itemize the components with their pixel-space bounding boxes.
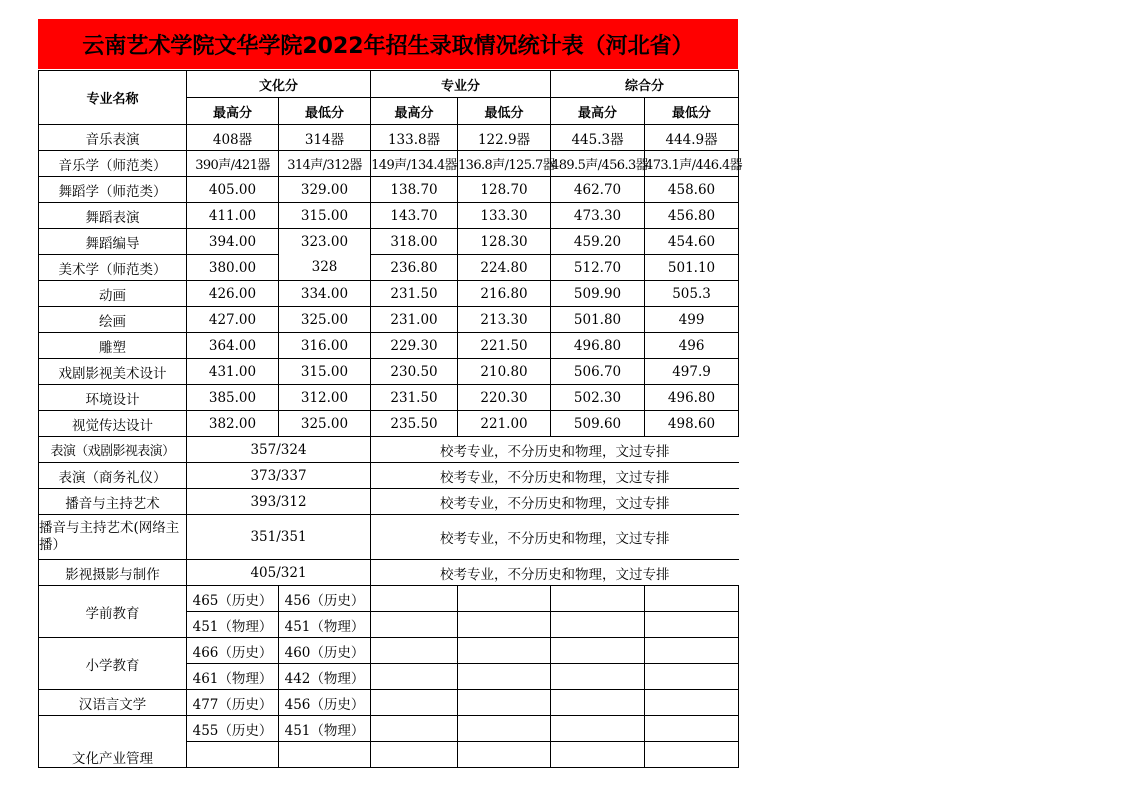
empty-cell bbox=[645, 586, 739, 612]
empty-cell bbox=[458, 586, 551, 612]
culture-max: 427.00 bbox=[187, 307, 279, 333]
composite-min: 454.60 bbox=[645, 229, 739, 255]
table-row bbox=[39, 359, 739, 385]
empty-cell bbox=[458, 690, 551, 716]
major-name: 小学教育 bbox=[39, 638, 187, 690]
empty-cell bbox=[458, 612, 551, 638]
major-name: 戏剧影视美术设计 bbox=[39, 359, 187, 385]
composite-max: 506.70 bbox=[551, 359, 645, 385]
table-row bbox=[39, 151, 739, 177]
culture-min: 314器 bbox=[279, 125, 371, 151]
professional-max: 231.50 bbox=[371, 385, 458, 411]
professional-min: 220.30 bbox=[458, 385, 551, 411]
professional-min: 221.50 bbox=[458, 333, 551, 359]
row-note: 校考专业，不分历史和物理，文过专排 bbox=[371, 560, 739, 586]
empty-cell bbox=[645, 690, 739, 716]
professional-min: 133.30 bbox=[458, 203, 551, 229]
table-row bbox=[39, 125, 739, 151]
culture-min: 312.00 bbox=[279, 385, 371, 411]
culture-min: 325.00 bbox=[279, 307, 371, 333]
culture-max: 382.00 bbox=[187, 411, 279, 437]
major-name: 音乐表演 bbox=[39, 125, 187, 151]
culture-max: 455（历史） bbox=[187, 716, 279, 742]
admission-table bbox=[38, 70, 743, 768]
culture-min: 329.00 bbox=[279, 177, 371, 203]
score-sheet bbox=[38, 19, 743, 767]
empty-cell bbox=[645, 612, 739, 638]
major-name: 绘画 bbox=[39, 307, 187, 333]
composite-min: 498.60 bbox=[645, 411, 739, 437]
major-name: 文化产业管理 bbox=[39, 716, 187, 768]
culture-max: 465（历史） bbox=[187, 586, 279, 612]
table-row bbox=[39, 281, 739, 307]
culture-range: 373/337 bbox=[187, 463, 371, 489]
table-row bbox=[39, 333, 739, 359]
row-note: 校考专业，不分历史和物理，文过专排 bbox=[371, 515, 739, 560]
major-name: 表演（戏剧影视表演） bbox=[39, 437, 187, 463]
culture-max: 390声/421器 bbox=[187, 151, 279, 177]
culture-max: 461（物理） bbox=[187, 664, 279, 690]
major-name: 影视摄影与制作 bbox=[39, 560, 187, 586]
professional-max: 235.50 bbox=[371, 411, 458, 437]
header-major: 专业名称 bbox=[39, 71, 187, 125]
major-name: 视觉传达设计 bbox=[39, 411, 187, 437]
empty-cell bbox=[371, 612, 458, 638]
header-professional-min: 最低分 bbox=[458, 98, 551, 125]
row-note: 校考专业，不分历史和物理，文过专排 bbox=[371, 489, 739, 515]
composite-max: 509.90 bbox=[551, 281, 645, 307]
professional-min: 128.70 bbox=[458, 177, 551, 203]
composite-max: 445.3器 bbox=[551, 125, 645, 151]
culture-min: 451（物理） bbox=[279, 716, 371, 742]
empty-cell bbox=[551, 664, 645, 690]
empty-cell bbox=[458, 742, 551, 768]
professional-max: 149声/134.4器 bbox=[371, 151, 458, 177]
composite-max: 496.80 bbox=[551, 333, 645, 359]
culture-max: 466（历史） bbox=[187, 638, 279, 664]
composite-max: 502.30 bbox=[551, 385, 645, 411]
major-name: 美术学（师范类） bbox=[39, 255, 187, 281]
composite-min: 444.9器 bbox=[645, 125, 739, 151]
culture-max: 364.00 bbox=[187, 333, 279, 359]
empty-cell bbox=[371, 742, 458, 768]
professional-max: 133.8器 bbox=[371, 125, 458, 151]
empty-cell bbox=[551, 742, 645, 768]
empty-cell bbox=[371, 638, 458, 664]
composite-min: 501.10 bbox=[645, 255, 739, 281]
composite-min: 505.3 bbox=[645, 281, 739, 307]
header-professional-max: 最高分 bbox=[371, 98, 458, 125]
major-name: 舞蹈表演 bbox=[39, 203, 187, 229]
table-row bbox=[39, 489, 739, 515]
header-culture-min: 最低分 bbox=[279, 98, 371, 125]
culture-max: 451（物理） bbox=[187, 612, 279, 638]
table-row bbox=[39, 411, 739, 437]
empty-cell bbox=[458, 638, 551, 664]
composite-min: 496.80 bbox=[645, 385, 739, 411]
header-composite-min: 最低分 bbox=[645, 98, 739, 125]
header-culture-max: 最高分 bbox=[187, 98, 279, 125]
row-note: 校考专业，不分历史和物理，文过专排 bbox=[371, 463, 739, 489]
composite-max: 462.70 bbox=[551, 177, 645, 203]
empty-cell bbox=[279, 742, 371, 768]
culture-max: 426.00 bbox=[187, 281, 279, 307]
empty-cell bbox=[371, 690, 458, 716]
professional-max: 231.50 bbox=[371, 281, 458, 307]
composite-max: 501.80 bbox=[551, 307, 645, 333]
major-name: 音乐学（师范类） bbox=[39, 151, 187, 177]
empty-cell bbox=[187, 742, 279, 768]
major-name: 表演（商务礼仪） bbox=[39, 463, 187, 489]
empty-cell bbox=[645, 664, 739, 690]
empty-cell bbox=[551, 716, 645, 742]
major-name: 舞蹈编导 bbox=[39, 229, 187, 255]
culture-min: 315.00 bbox=[279, 203, 371, 229]
major-name: 播音与主持艺术(网络主播） bbox=[39, 515, 187, 560]
empty-cell bbox=[551, 690, 645, 716]
table-row bbox=[39, 385, 739, 411]
culture-range: 357/324 bbox=[187, 437, 371, 463]
empty-cell bbox=[371, 586, 458, 612]
professional-min: 136.8声/125.7器 bbox=[458, 151, 551, 177]
major-name: 学前教育 bbox=[39, 586, 187, 638]
table-row bbox=[39, 716, 739, 742]
culture-min: 315.00 bbox=[279, 359, 371, 385]
culture-min: 334.00 bbox=[279, 281, 371, 307]
header-culture: 文化分 bbox=[187, 71, 371, 98]
table-row bbox=[39, 177, 739, 203]
header-composite-max: 最高分 bbox=[551, 98, 645, 125]
composite-min: 499 bbox=[645, 307, 739, 333]
table-row bbox=[39, 560, 739, 586]
culture-range: 405/321 bbox=[187, 560, 371, 586]
table-row bbox=[39, 690, 739, 716]
professional-min: 122.9器 bbox=[458, 125, 551, 151]
culture-max: 408器 bbox=[187, 125, 279, 151]
professional-min: 224.80 bbox=[458, 255, 551, 281]
major-name: 汉语言文学 bbox=[39, 690, 187, 716]
culture-max: 411.00 bbox=[187, 203, 279, 229]
header-composite: 综合分 bbox=[551, 71, 739, 98]
empty-cell bbox=[458, 716, 551, 742]
culture-max: 385.00 bbox=[187, 385, 279, 411]
culture-min: 442（物理） bbox=[279, 664, 371, 690]
table-row bbox=[39, 463, 739, 489]
culture-min: 328 bbox=[279, 255, 371, 281]
culture-max: 394.00 bbox=[187, 229, 279, 255]
culture-min: 460（历史） bbox=[279, 638, 371, 664]
header-professional: 专业分 bbox=[371, 71, 551, 98]
professional-max: 138.70 bbox=[371, 177, 458, 203]
culture-min: 323.00 bbox=[279, 229, 371, 255]
empty-cell bbox=[551, 638, 645, 664]
table-row bbox=[39, 437, 739, 463]
major-name: 动画 bbox=[39, 281, 187, 307]
culture-max: 477（历史） bbox=[187, 690, 279, 716]
professional-min: 128.30 bbox=[458, 229, 551, 255]
empty-cell bbox=[371, 664, 458, 690]
culture-min: 456（历史） bbox=[279, 586, 371, 612]
composite-min: 458.60 bbox=[645, 177, 739, 203]
culture-max: 380.00 bbox=[187, 255, 279, 281]
major-name: 播音与主持艺术 bbox=[39, 489, 187, 515]
empty-cell bbox=[645, 742, 739, 768]
table-row bbox=[39, 203, 739, 229]
empty-cell bbox=[371, 716, 458, 742]
professional-min: 210.80 bbox=[458, 359, 551, 385]
table-row bbox=[39, 255, 739, 281]
composite-min: 473.1声/446.4器 bbox=[645, 151, 739, 177]
empty-cell bbox=[645, 716, 739, 742]
composite-min: 456.80 bbox=[645, 203, 739, 229]
table-row bbox=[39, 229, 739, 255]
composite-max: 473.30 bbox=[551, 203, 645, 229]
professional-min: 213.30 bbox=[458, 307, 551, 333]
composite-max: 512.70 bbox=[551, 255, 645, 281]
composite-max: 459.20 bbox=[551, 229, 645, 255]
culture-min: 456（历史） bbox=[279, 690, 371, 716]
composite-max: 489.5声/456.3器 bbox=[551, 151, 645, 177]
professional-max: 318.00 bbox=[371, 229, 458, 255]
empty-cell bbox=[551, 586, 645, 612]
professional-max: 143.70 bbox=[371, 203, 458, 229]
professional-max: 231.00 bbox=[371, 307, 458, 333]
composite-max: 509.60 bbox=[551, 411, 645, 437]
table-row bbox=[39, 515, 739, 560]
table-row bbox=[39, 638, 739, 664]
major-name: 雕塑 bbox=[39, 333, 187, 359]
culture-min: 451（物理） bbox=[279, 612, 371, 638]
empty-cell bbox=[645, 638, 739, 664]
professional-min: 221.00 bbox=[458, 411, 551, 437]
empty-cell bbox=[458, 664, 551, 690]
culture-range: 351/351 bbox=[187, 515, 371, 560]
row-note: 校考专业，不分历史和物理，文过专排 bbox=[371, 437, 739, 463]
professional-max: 229.30 bbox=[371, 333, 458, 359]
culture-range: 393/312 bbox=[187, 489, 371, 515]
culture-min: 316.00 bbox=[279, 333, 371, 359]
professional-min: 216.80 bbox=[458, 281, 551, 307]
culture-max: 431.00 bbox=[187, 359, 279, 385]
major-name: 环境设计 bbox=[39, 385, 187, 411]
sheet-title: 云南艺术学院文华学院2022年招生录取情况统计表（河北省） bbox=[38, 19, 738, 69]
culture-min: 325.00 bbox=[279, 411, 371, 437]
table-row bbox=[39, 586, 739, 612]
culture-max: 405.00 bbox=[187, 177, 279, 203]
culture-min: 314声/312器 bbox=[279, 151, 371, 177]
professional-max: 230.50 bbox=[371, 359, 458, 385]
composite-min: 497.9 bbox=[645, 359, 739, 385]
empty-cell bbox=[551, 612, 645, 638]
major-name: 舞蹈学（师范类） bbox=[39, 177, 187, 203]
professional-max: 236.80 bbox=[371, 255, 458, 281]
table-row bbox=[39, 307, 739, 333]
composite-min: 496 bbox=[645, 333, 739, 359]
